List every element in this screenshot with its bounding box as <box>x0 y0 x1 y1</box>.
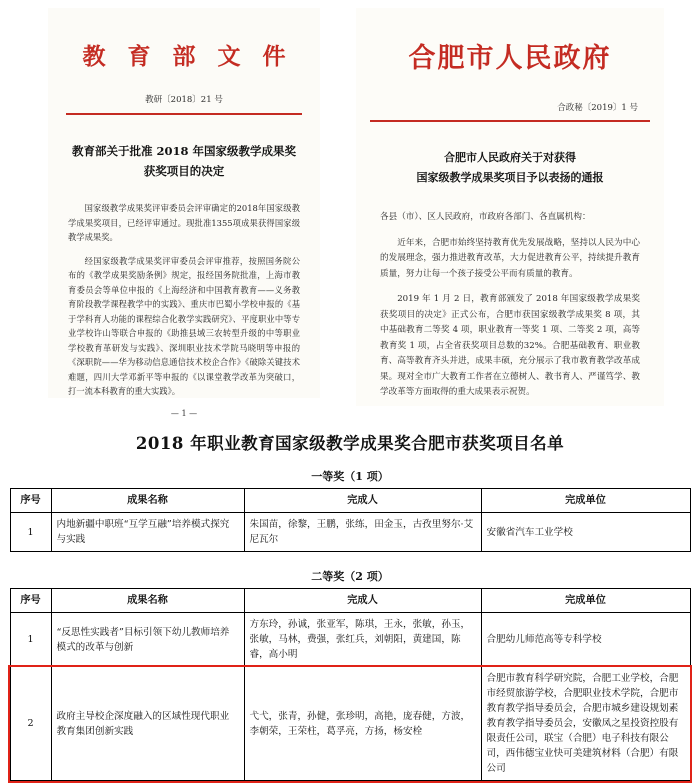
moe-page-number: — 1 — <box>170 408 198 418</box>
row-people: 朱国苗，徐黎，王鹏，张练，田金玉，古孜里努尔·艾尼瓦尔 <box>244 513 481 552</box>
table-gap <box>0 552 700 568</box>
second-prize-table <box>10 588 691 781</box>
table-row <box>10 513 690 552</box>
column-header-name: 成果名称 <box>51 489 244 513</box>
column-header-people: 完成人 <box>244 589 481 613</box>
hefei-gov-document <box>356 8 664 406</box>
moe-document-number: 教研〔2018〕21 号 <box>145 95 223 105</box>
moe-heading <box>48 141 320 181</box>
column-header-unit: 完成单位 <box>481 489 690 513</box>
gov-heading-line2: 国家级教学成果奖项目予以表扬的通报 <box>416 171 604 184</box>
gov-paragraph-1: 各县（市）、区人民政府，市政府各部门、各直属机构： <box>380 212 591 222</box>
award-list-section <box>0 410 700 781</box>
moe-red-divider <box>66 113 302 115</box>
second-prize-label: 二等奖（2 项） <box>311 570 389 583</box>
row-people: 方东玲，孙诚，张亚军，陈琪，王永，张敏，孙玉，张敏，马林，费强，张红兵，刘朝阳，黄建国，陈睿，高小明 <box>244 613 481 667</box>
row-unit: 合肥幼儿师范高等专科学校 <box>481 613 690 667</box>
row-unit: 合肥市教育科学研究院，合肥工业学校，合肥市经贸旅游学校，合肥职业技术学院，合肥市教育教学指导委员会，合肥市城乡建设规划素教育教学指导委员会，安徽凤之星投资控股有限责任公司，联宝（合肥）电子科技有限公司，西伟德宝业快可美建筑材料（合肥）有限公司 <box>481 667 690 781</box>
moe-paragraph-2: 经国家级教学成果奖评审委员会评审推荐，按照国务院公布的《教学成果奖励条例》规定，报经国务院批准，上海市教育委员会等单位申报的《上海经济和中国教育教育——义务教育阶段教学课程教学中的实践》、重庆市巴蜀小学校申报的《基于学科育人功能的课程综合化教学实践研究》、平度职业中等专业学校许山等联合申报的《助推县域三农转型升级的中等职业学校教育革研发与实践》、深圳职业技术学院马晓明等申报的《深职院——华为移动信息通信技术校企合作》《破除关键技术难题，四川大学邓新平等申报的《以课堂教学改革为突破口，打一流本科教育的重大实践》。 <box>68 255 300 396</box>
first-prize-table <box>10 488 691 552</box>
moe-heading-line1: 教育部关于批准 2018 年国家级教学成果奖 <box>71 144 296 158</box>
row-no: 1 <box>10 513 51 552</box>
moe-heading-line2: 获奖项目的决定 <box>143 164 225 178</box>
row-name: “反思性实践者”目标引领下幼儿教师培养模式的改革与创新 <box>51 613 244 667</box>
moe-body <box>68 201 300 399</box>
gov-document-number: 合政秘〔2019〕1 号 <box>557 103 638 113</box>
column-header-people: 完成人 <box>244 489 481 513</box>
column-header-unit: 完成单位 <box>481 589 690 613</box>
table-header-row <box>10 489 690 513</box>
gov-heading-line1: 合肥市人民政府关于对获得 <box>444 151 576 164</box>
table-row <box>10 613 690 667</box>
row-no: 1 <box>10 613 51 667</box>
gov-body <box>380 210 640 401</box>
row-name: 内地新疆中职班“互学互融”培养模式探究与实践 <box>51 513 244 552</box>
column-header-no: 序号 <box>10 489 51 513</box>
gov-red-divider <box>370 120 650 122</box>
gov-heading <box>356 148 664 188</box>
moe-title: 教 育 部 文 件 <box>82 43 293 70</box>
table-row-highlighted <box>10 667 690 781</box>
gov-paragraph-2: 近年来，合肥市始终坚持教育优先发展战略，坚持以人民为中心的发展理念，强力推进教育改革，大力促进教育公平，持续提升教育质量，努力让每一个孩子接受公平而有质量的教育。 <box>380 237 640 279</box>
moe-document <box>48 8 320 418</box>
moe-paragraph-1: 国家级教学成果奖评审委员会评审确定的2018年国家级教学成果奖项目，已经评审通过。现批准1355项成果获得国家级教学成果奖。 <box>68 203 300 242</box>
first-prize-label: 一等奖（1 项） <box>311 470 389 483</box>
row-unit: 安徽省汽车工业学校 <box>481 513 690 552</box>
award-list-title: 2018 年职业教育国家级教学成果奖合肥市获奖项目名单 <box>135 434 565 453</box>
row-no: 2 <box>10 667 51 781</box>
column-header-name: 成果名称 <box>51 589 244 613</box>
column-header-no: 序号 <box>10 589 51 613</box>
gov-paragraph-3: 2019 年 1 月 2 日，教育部颁发了 2018 年国家级教学成果奖获奖项目的决定》正式公布，合肥市获国家级教学成果奖 8 项，其中基础教育二等奖 4 项，职业教育一等奖 1 项、二等奖 2 项，高等教育奖 1 项，占全省获奖项目总数的32%。合肥基础教育、职业教育、高等教育齐头并进，成果丰硕，充分展示了我市教育教学改革成果。现对全市广大教育工作者在立德树人、教书育人、严谨笃学、教学改革等方面取得的重大成果表示祝贺。 <box>380 294 640 397</box>
row-name: 政府主导校企深度融入的区域性现代职业教育集团创新实践 <box>51 667 244 781</box>
gov-title: 合肥市人民政府 <box>408 43 612 74</box>
row-people: 弋弋，张青，孙健，张珍明，高艳，庞春健，方波，李朝荣，王荣柱，葛孚亮，方扬，杨安栓 <box>244 667 481 781</box>
table-header-row <box>10 589 690 613</box>
